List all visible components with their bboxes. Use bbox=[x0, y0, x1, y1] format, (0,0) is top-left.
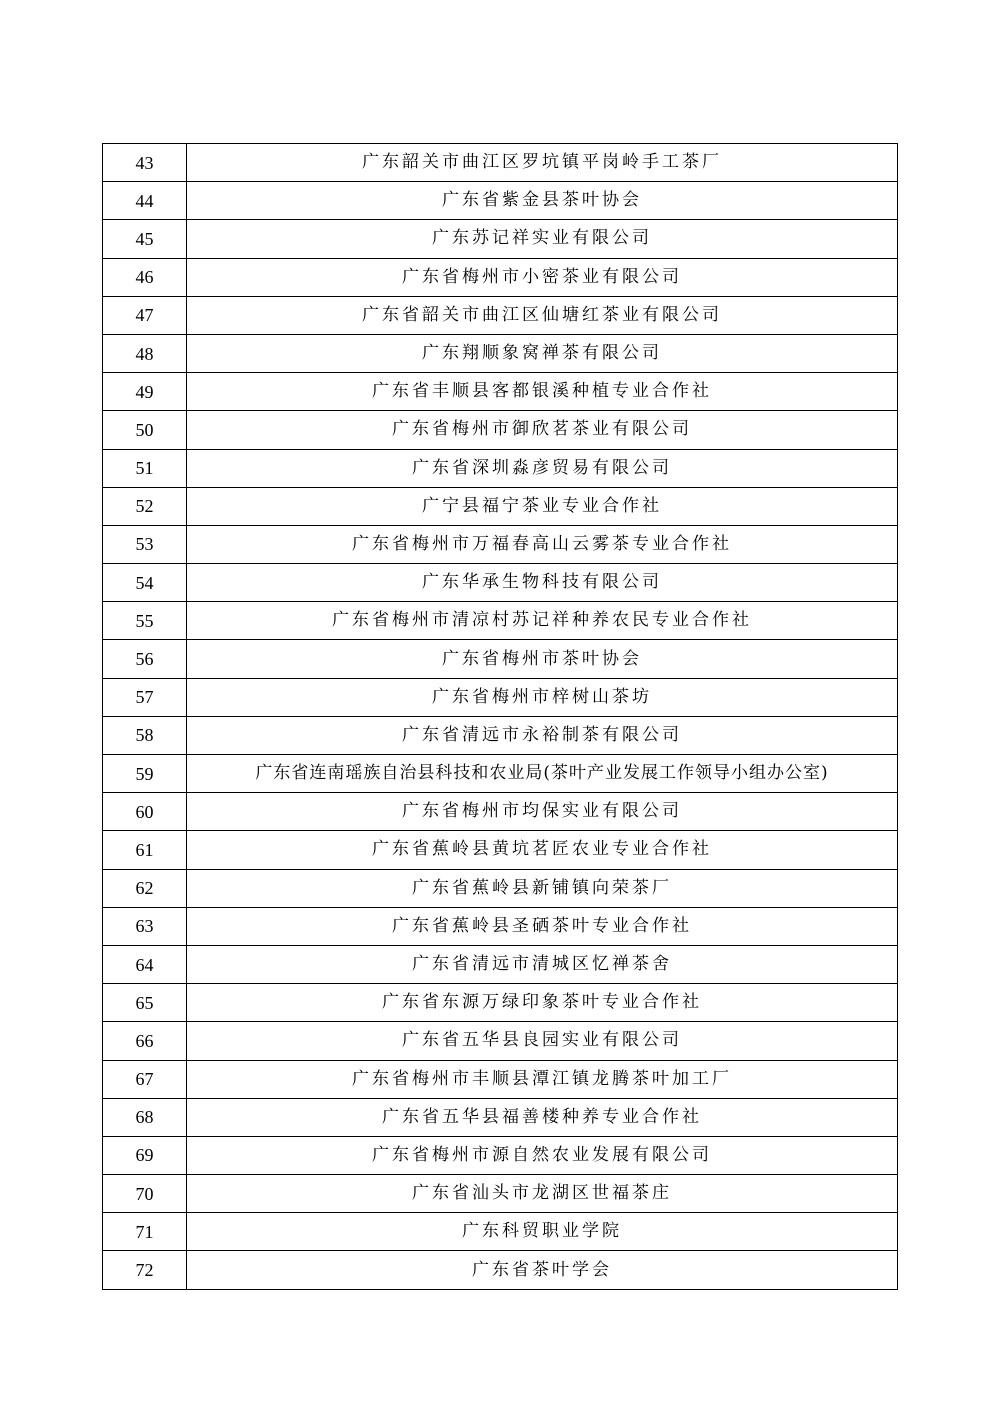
table-row bbox=[103, 1175, 898, 1213]
table-row bbox=[103, 296, 898, 334]
organization-name-cell: 广东省梅州市御欣茗茶业有限公司 bbox=[187, 411, 898, 449]
table-row bbox=[103, 182, 898, 220]
organization-name-cell: 广东苏记祥实业有限公司 bbox=[187, 220, 898, 258]
organization-name-cell: 广东省蕉岭县黄坑茗匠农业专业合作社 bbox=[187, 831, 898, 869]
row-number-cell: 58 bbox=[103, 716, 187, 754]
row-number-cell: 67 bbox=[103, 1060, 187, 1098]
organization-name-cell: 广东省深圳淼彦贸易有限公司 bbox=[187, 449, 898, 487]
table-row bbox=[103, 334, 898, 372]
organization-name-cell: 广东省蕉岭县新铺镇向荣茶厂 bbox=[187, 869, 898, 907]
table-row bbox=[103, 640, 898, 678]
organization-table bbox=[102, 143, 898, 1290]
table-row bbox=[103, 869, 898, 907]
table-row bbox=[103, 1022, 898, 1060]
table-row bbox=[103, 945, 898, 983]
row-number-cell: 61 bbox=[103, 831, 187, 869]
row-number-cell: 62 bbox=[103, 869, 187, 907]
organization-name-cell: 广东省丰顺县客都银溪种植专业合作社 bbox=[187, 373, 898, 411]
organization-name-cell: 广东省梅州市梓树山茶坊 bbox=[187, 678, 898, 716]
organization-name-cell: 广东省梅州市清凉村苏记祥种养农民专业合作社 bbox=[187, 602, 898, 640]
organization-name-cell: 广东省紫金县茶叶协会 bbox=[187, 182, 898, 220]
organization-name-cell: 广东华承生物科技有限公司 bbox=[187, 564, 898, 602]
row-number-cell: 52 bbox=[103, 487, 187, 525]
table-row bbox=[103, 678, 898, 716]
row-number-cell: 50 bbox=[103, 411, 187, 449]
row-number-cell: 60 bbox=[103, 793, 187, 831]
row-number-cell: 48 bbox=[103, 334, 187, 372]
row-number-cell: 57 bbox=[103, 678, 187, 716]
table-row bbox=[103, 793, 898, 831]
organization-name-cell: 广东翔顺象窝禅茶有限公司 bbox=[187, 334, 898, 372]
row-number-cell: 47 bbox=[103, 296, 187, 334]
row-number-cell: 44 bbox=[103, 182, 187, 220]
organization-name-cell: 广东科贸职业学院 bbox=[187, 1213, 898, 1251]
row-number-cell: 71 bbox=[103, 1213, 187, 1251]
table-row bbox=[103, 487, 898, 525]
organization-table-body bbox=[103, 144, 898, 1290]
organization-name-cell: 广东省连南瑶族自治县科技和农业局(茶叶产业发展工作领导小组办公室) bbox=[187, 755, 898, 793]
organization-name-cell: 广东省五华县福善楼种养专业合作社 bbox=[187, 1098, 898, 1136]
table-row bbox=[103, 373, 898, 411]
table-row bbox=[103, 1060, 898, 1098]
organization-name-cell: 广东省梅州市源自然农业发展有限公司 bbox=[187, 1136, 898, 1174]
row-number-cell: 56 bbox=[103, 640, 187, 678]
row-number-cell: 68 bbox=[103, 1098, 187, 1136]
row-number-cell: 66 bbox=[103, 1022, 187, 1060]
row-number-cell: 54 bbox=[103, 564, 187, 602]
organization-name-cell: 广东省清远市清城区忆禅茶舍 bbox=[187, 945, 898, 983]
row-number-cell: 53 bbox=[103, 525, 187, 563]
row-number-cell: 46 bbox=[103, 258, 187, 296]
table-row bbox=[103, 144, 898, 182]
table-row bbox=[103, 1136, 898, 1174]
organization-name-cell: 广东省韶关市曲江区仙塘红茶业有限公司 bbox=[187, 296, 898, 334]
organization-name-cell: 广东省五华县良园实业有限公司 bbox=[187, 1022, 898, 1060]
organization-name-cell: 广东省梅州市万福春高山云雾茶专业合作社 bbox=[187, 525, 898, 563]
table-row bbox=[103, 1213, 898, 1251]
table-row bbox=[103, 602, 898, 640]
table-row bbox=[103, 907, 898, 945]
organization-name-cell: 广宁县福宁茶业专业合作社 bbox=[187, 487, 898, 525]
organization-name-cell: 广东韶关市曲江区罗坑镇平岗岭手工茶厂 bbox=[187, 144, 898, 182]
row-number-cell: 70 bbox=[103, 1175, 187, 1213]
table-row bbox=[103, 449, 898, 487]
table-row bbox=[103, 984, 898, 1022]
table-row bbox=[103, 755, 898, 793]
row-number-cell: 64 bbox=[103, 945, 187, 983]
table-row bbox=[103, 564, 898, 602]
row-number-cell: 51 bbox=[103, 449, 187, 487]
row-number-cell: 63 bbox=[103, 907, 187, 945]
organization-name-cell: 广东省梅州市均保实业有限公司 bbox=[187, 793, 898, 831]
table-row bbox=[103, 1251, 898, 1289]
organization-name-cell: 广东省茶叶学会 bbox=[187, 1251, 898, 1289]
table-row bbox=[103, 411, 898, 449]
organization-name-cell: 广东省东源万绿印象茶叶专业合作社 bbox=[187, 984, 898, 1022]
row-number-cell: 43 bbox=[103, 144, 187, 182]
row-number-cell: 72 bbox=[103, 1251, 187, 1289]
table-row bbox=[103, 716, 898, 754]
table-row bbox=[103, 220, 898, 258]
row-number-cell: 69 bbox=[103, 1136, 187, 1174]
table-row bbox=[103, 525, 898, 563]
table-row bbox=[103, 258, 898, 296]
organization-name-cell: 广东省清远市永裕制茶有限公司 bbox=[187, 716, 898, 754]
row-number-cell: 65 bbox=[103, 984, 187, 1022]
table-row bbox=[103, 831, 898, 869]
organization-name-cell: 广东省梅州市茶叶协会 bbox=[187, 640, 898, 678]
row-number-cell: 55 bbox=[103, 602, 187, 640]
row-number-cell: 49 bbox=[103, 373, 187, 411]
row-number-cell: 59 bbox=[103, 755, 187, 793]
organization-name-cell: 广东省梅州市小密茶业有限公司 bbox=[187, 258, 898, 296]
organization-name-cell: 广东省蕉岭县圣硒茶叶专业合作社 bbox=[187, 907, 898, 945]
row-number-cell: 45 bbox=[103, 220, 187, 258]
table-row bbox=[103, 1098, 898, 1136]
organization-name-cell: 广东省梅州市丰顺县潭江镇龙腾茶叶加工厂 bbox=[187, 1060, 898, 1098]
organization-name-cell: 广东省汕头市龙湖区世福茶庄 bbox=[187, 1175, 898, 1213]
